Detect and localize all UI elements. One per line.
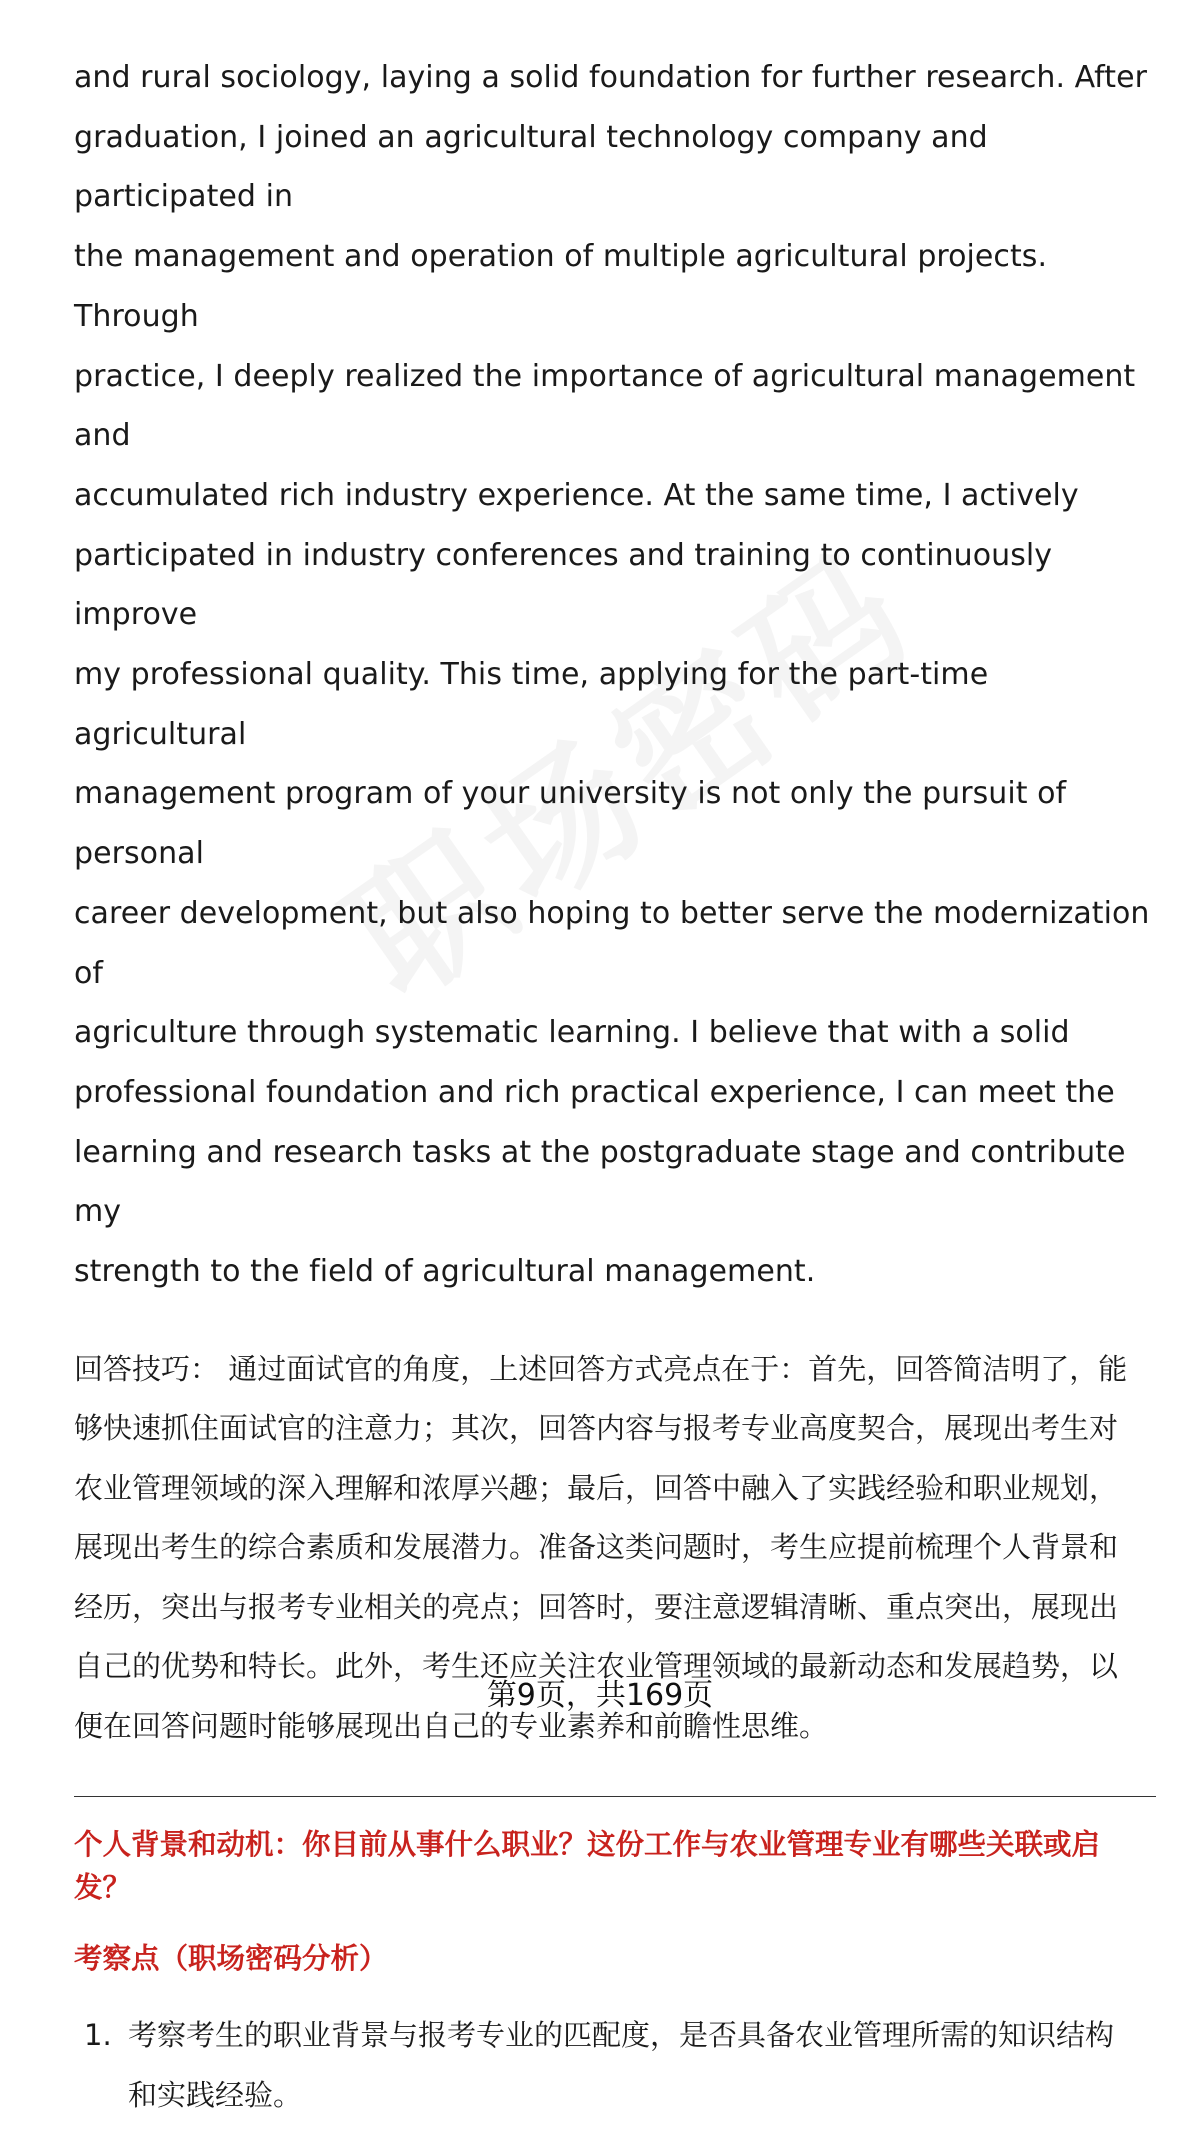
english-answer-paragraph: and rural sociology, laying a solid foundation for further research. After graduation, I joined an agricultural technology company and participated in the management and operation of multiple agricultural projects. Through practice, I deeply realized the importance of agricultural management and accumulated rich industry experience. At the same time, I actively participated in industry conferences and training to continuously improve my professional quality. This time, applying for the part-time agricultural management program of your university is not only the pursuit of personal career development, but also hoping to better serve the modernization of agriculture through systematic learning. I believe that with a solid professional foundation and rich practical experience, I can meet the learning and research tasks at the postgraduate stage and contribute my strength to the field of agricultural management. [74,60,1150,1290]
question-heading: 个人背景和动机：你目前从事什么职业？这份工作与农业管理专业有哪些关联或启 发？ [74,1828,1101,1905]
list-item-number: 1. [84,2018,112,2053]
page-number-footer: 第9页，共169页 [486,1678,714,1713]
list-item [74,2006,1156,2125]
document-page [74,48,1156,2141]
list-item-text: 考察考生的职业背景与报考专业的匹配度，是否具备农业管理所需的知识结构 和实践经验。 [128,2018,1115,2112]
answer-tips-paragraph: 回答技巧： 通过面试官的角度，上述回答方式亮点在于：首先，回答简洁明了，能 够快速抓住面试官的注意力；其次，回答内容与报考专业高度契合，展现出考生对 农业管理领域的深入理解和浓厚兴趣；最后，回答中融入了实践经验和职业规划， 展现出考生的综合素质和发展潜力。准备这类问题时，考生应提前梳理个人背景和 经历，突出与报考专业相关的亮点；回答时，要注意逻辑清晰、重点突出，展现出 自己的优势和特长。此外，考生还应关注农业管理领域的最新动态和发展趋势，以 便在回答问题时能够展现出自己的专业素养和前瞻性思维。 [74,1351,1128,1743]
section-divider [74,1796,1156,1797]
assessment-points-heading: 考察点（职场密码分析） [74,1942,388,1976]
assessment-points-list [74,2006,1156,2125]
